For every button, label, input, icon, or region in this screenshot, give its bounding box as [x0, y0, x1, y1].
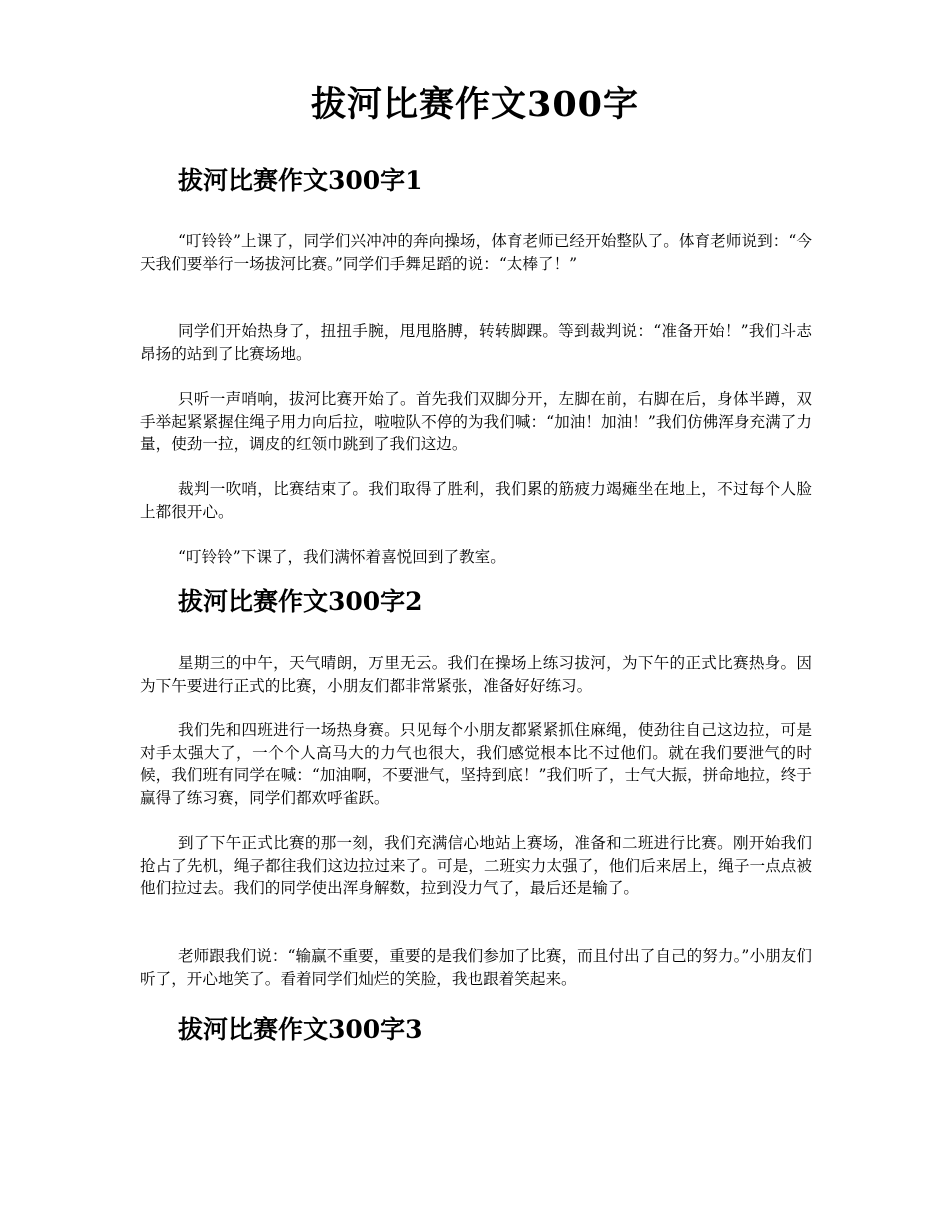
section-1-paragraph-4: 裁判一吹哨，比赛结束了。我们取得了胜利，我们累的筋疲力竭瘫坐在地上，不过每个人脸上都很开心。	[140, 480, 812, 521]
section-2-heading: 拔河比赛作文300字2	[178, 587, 423, 616]
section-1-paragraph-2: 同学们开始热身了，扭扭手腕，甩甩胳膊，转转脚踝。等到裁判说：“准备开始！”我们斗志昂扬的站到了比赛场地。	[140, 322, 812, 363]
section-2-paragraph-4: 老师跟我们说：“输赢不重要，重要的是我们参加了比赛，而且付出了自己的努力。”小朋友们听了，开心地笑了。看着同学们灿烂的笑脸，我也跟着笑起来。	[140, 947, 812, 988]
section-2-paragraph-1: 星期三的中午，天气晴朗，万里无云。我们在操场上练习拔河，为下午的正式比赛热身。因为下午要进行正式的比赛，小朋友们都非常紧张，准备好好练习。	[140, 654, 812, 695]
section-1-paragraph-3: 只听一声哨响，拔河比赛开始了。首先我们双脚分开，左脚在前，右脚在后，身体半蹲，双手举起紧紧握住绳子用力向后拉，啦啦队不停的为我们喊：“加油！加油！”我们仿佛浑身充满了力量，使劲一拉，调皮的红领巾跳到了我们这边。	[140, 390, 812, 453]
document-title: 拔河比赛作文300字	[310, 84, 640, 125]
section-1-heading: 拔河比赛作文300字1	[178, 166, 423, 195]
section-2-paragraph-3: 到了下午正式比赛的那一刻，我们充满信心地站上赛场，准备和二班进行比赛。刚开始我们抢占了先机，绳子都往我们这边拉过来了。可是，二班实力太强了，他们后来居上，绳子一点点被他们拉过去。我们的同学使出浑身解数，拉到没力气了，最后还是输了。	[140, 834, 812, 897]
section-3-heading: 拔河比赛作文300字3	[178, 1015, 423, 1044]
section-1-paragraph-5: “叮铃铃”下课了，我们满怀着喜悦回到了教室。	[178, 548, 506, 566]
section-2-paragraph-2: 我们先和四班进行一场热身赛。只见每个小朋友都紧紧抓住麻绳，使劲往自己这边拉，可是对手太强大了，一个个人高马大的力气也很大，我们感觉根本比不过他们。就在我们要泄气的时候，我们班有同学在喊：“加油啊，不要泄气，坚持到底！”我们听了，士气大振，拼命地拉，终于赢得了练习赛，同学们都欢呼雀跃。	[140, 721, 812, 807]
section-1-paragraph-1: “叮铃铃”上课了，同学们兴冲冲的奔向操场，体育老师已经开始整队了。体育老师说到：“今天我们要举行一场拔河比赛。”同学们手舞足蹈的说：“太棒了！”	[140, 232, 812, 273]
